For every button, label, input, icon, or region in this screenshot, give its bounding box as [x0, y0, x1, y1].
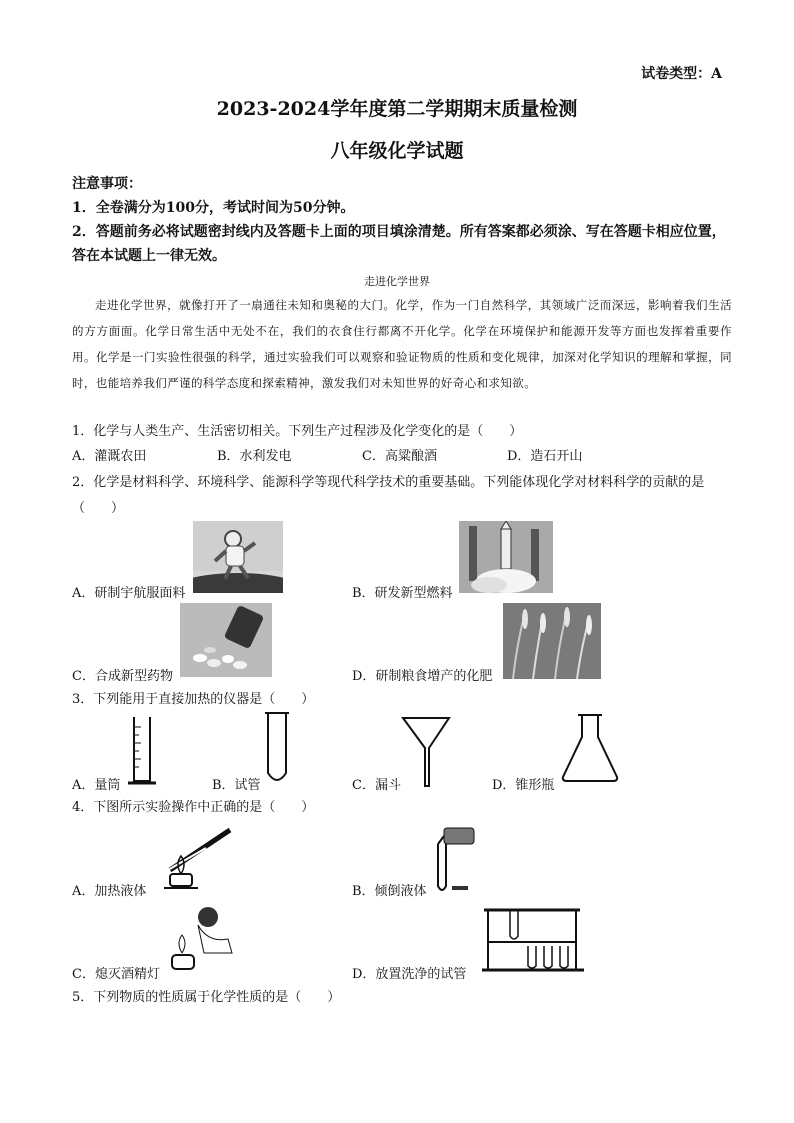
note-item-1: 1．全卷满分为100分，考试时间为50分钟。 — [72, 200, 355, 216]
pouring-liquid-icon — [430, 826, 480, 896]
q4-option-a: A．加热液体 — [72, 884, 147, 899]
question-5-stem: 5．下列物质的性质属于化学性质的是（ ） — [72, 990, 341, 1005]
heating-liquid-icon — [158, 822, 238, 892]
question-1-options — [72, 444, 732, 470]
rocket-photo — [459, 521, 553, 593]
q3-option-b: B．试管 — [212, 778, 261, 793]
medicine-image — [180, 603, 272, 677]
exam-title: 2023-2024学年度第二学期期末质量检测 — [216, 98, 578, 120]
q4-option-c: C．熄灭酒精灯 — [72, 967, 160, 982]
q4-option-d: D．放置洗净的试管 — [352, 967, 467, 982]
q3-option-a: A．量筒 — [72, 778, 121, 793]
q3-option-c: C．漏斗 — [352, 778, 401, 793]
question-3-stem: 3．下列能用于直接加热的仪器是（ ） — [72, 692, 315, 707]
question-1-stem: 1．化学与人类生产、生活密切相关。下列生产过程涉及化学变化的是（ ） — [72, 424, 523, 439]
notes-heading: 注意事项： — [72, 176, 142, 192]
medicine-photo — [180, 603, 272, 677]
q2-option-d: D．研制粮食增产的化肥 — [352, 669, 493, 684]
test-tube-icon — [262, 711, 292, 787]
wheat-photo — [503, 603, 601, 679]
graduated-cylinder-icon — [122, 715, 162, 787]
q1-option-d: D．造石开山 — [507, 449, 583, 464]
exam-subtitle: 八年级化学试题 — [330, 140, 464, 162]
q1-option-c: C．高粱酿酒 — [362, 449, 437, 464]
q1-option-b: B．水利发电 — [217, 449, 292, 464]
note-item-2: 2．答题前务必将试题密封线内及答题卡上面的项目填涂清楚。所有答案都必须涂、写在答题卡相应位置，答在本试题上一律无效。 — [72, 224, 726, 264]
astronaut-image — [193, 521, 283, 593]
q4-option-b: B．倾倒液体 — [352, 884, 427, 899]
rocket-image — [459, 521, 553, 593]
test-tube-rack-icon — [480, 906, 586, 974]
q2-option-a: A．研制宇航服面料 — [72, 586, 186, 601]
wheat-image — [503, 603, 601, 679]
article-body: 走进化学世界，就像打开了一扇通往未知和奥秘的大门。化学，作为一门自然科学，其领域广泛而深远，影响着我们生活的方方面面。化学日常生活中无处不在，我们的衣食住行都离不开化学。化学在环境保护和能源开发等方面也发挥着重要作用。化学是一门实验性很强的科学，通过实验我们可以观察和验证物质的性质和变化规律，加深对化学知识的理解和掌握，同时，也能培养我们严谨的科学态度和探索精神，激发我们对未知世界的好奇心和求知欲。 — [72, 298, 732, 390]
q3-option-d: D．锥形瓶 — [492, 778, 555, 793]
astronaut-photo — [193, 521, 283, 593]
q1-option-a: A．灌溉农田 — [72, 449, 147, 464]
conical-flask-icon — [560, 713, 620, 783]
extinguish-lamp-icon — [168, 903, 238, 975]
q2-option-b: B．研发新型燃料 — [352, 586, 453, 601]
article-title: 走进化学世界 — [364, 275, 430, 288]
paper-type: 试卷类型：A — [641, 66, 722, 82]
question-4-stem: 4．下图所示实验操作中正确的是（ ） — [72, 800, 315, 815]
q2-option-c: C．合成新型药物 — [72, 669, 173, 684]
funnel-icon — [401, 716, 451, 788]
question-2-stem: 2．化学是材料科学、环境科学、能源科学等现代科学技术的重要基础。下列能体现化学对材料科学的贡献的是（ ） — [72, 475, 705, 516]
